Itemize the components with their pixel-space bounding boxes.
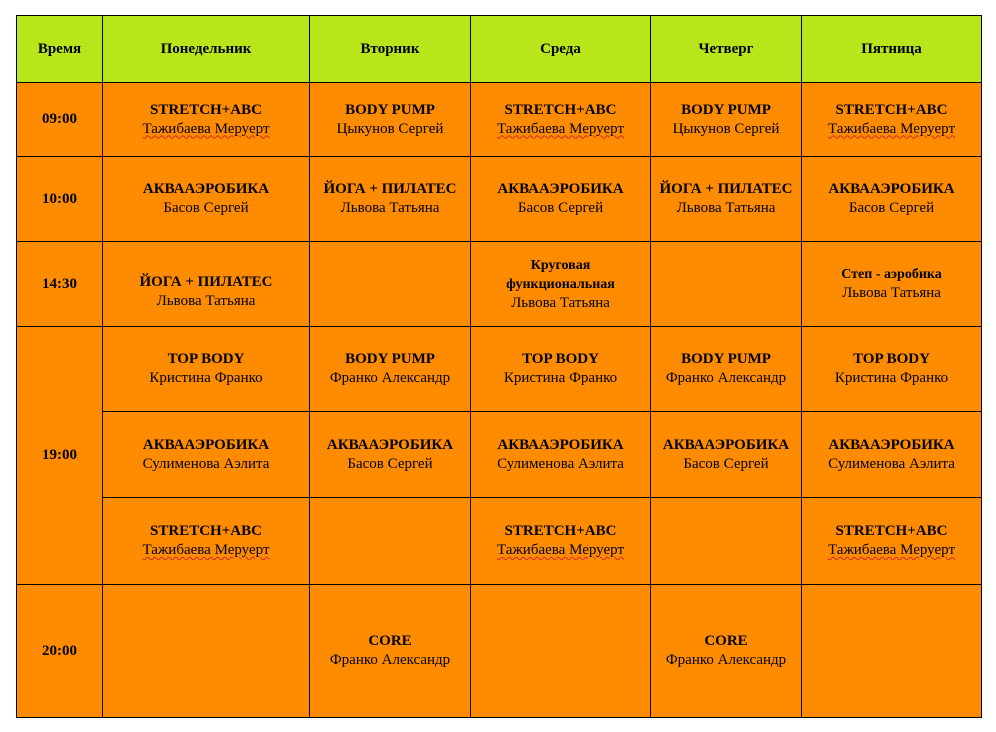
header-row [17, 16, 982, 83]
header-friday: Пятница [802, 16, 982, 83]
class-cell: ЙОГА + ПИЛАТЕС Львова Татьяна [651, 157, 802, 242]
class-cell: CORE Франко Александр [310, 585, 471, 718]
class-cell: АКВААЭРОБИКА Сулименова Аэлита [471, 412, 651, 498]
class-cell: TOP BODY Кристина Франко [471, 327, 651, 412]
class-cell: BODY PUMP Франко Александр [310, 327, 471, 412]
row-1430 [17, 242, 982, 327]
class-cell: STRETCH+ABC Тажибаева Меруерт [471, 83, 651, 157]
class-cell: CORE Франко Александр [651, 585, 802, 718]
time-1430: 14:30 [17, 242, 103, 327]
class-cell: Круговая функциональная Львова Татьяна [471, 242, 651, 327]
class-cell: BODY PUMP Цыкунов Сергей [310, 83, 471, 157]
class-cell-empty [310, 242, 471, 327]
class-cell: TOP BODY Кристина Франко [802, 327, 982, 412]
class-cell: АКВААЭРОБИКА Басов Сергей [651, 412, 802, 498]
row-1900-b [17, 412, 982, 498]
class-cell: STRETCH+ABC Тажибаева Меруерт [802, 498, 982, 585]
time-2000: 20:00 [17, 585, 103, 718]
time-0900: 09:00 [17, 83, 103, 157]
schedule-table [16, 15, 982, 718]
class-cell: Степ - аэробика Львова Татьяна [802, 242, 982, 327]
header-tuesday: Вторник [310, 16, 471, 83]
class-cell-empty [802, 585, 982, 718]
class-cell: ЙОГА + ПИЛАТЕС Львова Татьяна [310, 157, 471, 242]
header-thursday: Четверг [651, 16, 802, 83]
class-cell: АКВААЭРОБИКА Басов Сергей [471, 157, 651, 242]
class-cell: STRETCH+ABC Тажибаева Меруерт [103, 498, 310, 585]
class-cell: АКВААЭРОБИКА Басов Сергей [802, 157, 982, 242]
class-cell-empty [651, 498, 802, 585]
time-1900: 19:00 [17, 327, 103, 585]
class-cell: АКВААЭРОБИКА Басов Сергей [103, 157, 310, 242]
header-wednesday: Среда [471, 16, 651, 83]
class-cell-empty [103, 585, 310, 718]
class-cell: АКВААЭРОБИКА Басов Сергей [310, 412, 471, 498]
row-1900-a [17, 327, 982, 412]
class-cell: STRETCH+ABC Тажибаева Меруерт [471, 498, 651, 585]
row-1000 [17, 157, 982, 242]
class-cell: STRETCH+ABC Тажибаева Меруерт [802, 83, 982, 157]
class-cell: BODY PUMP Цыкунов Сергей [651, 83, 802, 157]
row-0900 [17, 83, 982, 157]
time-1000: 10:00 [17, 157, 103, 242]
row-1900-c [17, 498, 982, 585]
class-cell: TOP BODY Кристина Франко [103, 327, 310, 412]
class-cell-empty [310, 498, 471, 585]
class-cell: АКВААЭРОБИКА Сулименова Аэлита [103, 412, 310, 498]
class-cell: АКВААЭРОБИКА Сулименова Аэлита [802, 412, 982, 498]
class-cell: BODY PUMP Франко Александр [651, 327, 802, 412]
header-monday: Понедельник [103, 16, 310, 83]
row-2000 [17, 585, 982, 718]
class-cell-empty [471, 585, 651, 718]
header-time: Время [17, 16, 103, 83]
class-cell: ЙОГА + ПИЛАТЕС Львова Татьяна [103, 242, 310, 327]
class-cell: STRETCH+ABC Тажибаева Меруерт [103, 83, 310, 157]
class-cell-empty [651, 242, 802, 327]
